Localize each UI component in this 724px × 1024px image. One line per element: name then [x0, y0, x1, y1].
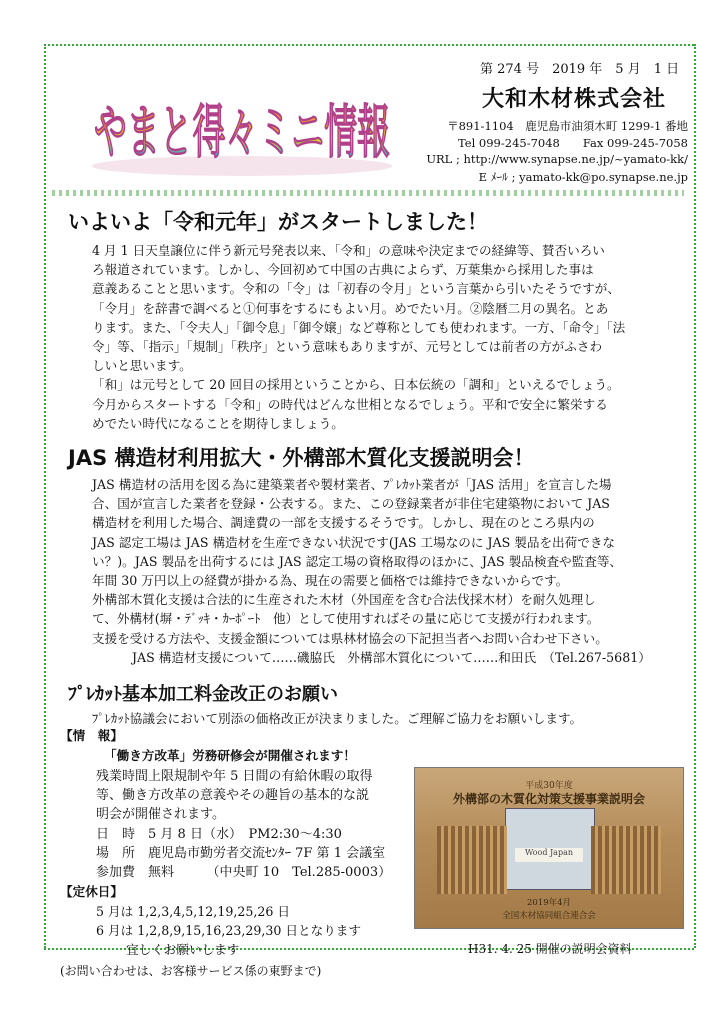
article2-title: JAS 構造材利用拡大・外構部木質化支援説明会！	[68, 446, 535, 470]
article2-line: い？)。JAS 製品を出荷するには JAS 認定工場の資格取得のほかに、JAS 製品検査や監査等、	[92, 553, 623, 569]
info-place: 場 所 鹿児島市勤労者交流ｾﾝﾀｰ 7F 第 1 会議室	[96, 845, 386, 861]
photo-caption: H31. 4. 25 開催の説明会資料	[468, 942, 632, 956]
article1-body	[92, 241, 625, 433]
info-date: 日 時 5 月 8 日（水） PM2:30～4:30	[96, 826, 342, 842]
article1-line: しいと思います。	[92, 358, 192, 374]
company-address: 〒891-1104 鹿児島市油須木町 1299-1 番地	[447, 119, 688, 133]
company-url: URL ; http://www.synapse.ne.jp/~yamato-kk/	[426, 152, 688, 166]
article2-contacts: JAS 構造材支援について……磯脇氏 外構部木質化について……和田氏 （Tel.267-5681）	[132, 649, 651, 665]
newsletter-title-logo	[92, 54, 392, 184]
article3-title: ﾌﾟﾚｶｯﾄ基本加工料金改正のお願い	[68, 684, 338, 705]
holidays-label: 【定休日】	[60, 884, 123, 899]
article1-line: 「和」は元号として 20 回目の採用ということから、日本伝統の「調和」といえるでしょう。	[92, 377, 620, 393]
company-phone-fax: Tel 099-245-7048 Fax 099-245-7058	[458, 136, 688, 150]
info-label: 【情 報】	[60, 728, 123, 743]
header-divider	[52, 190, 684, 196]
issue-date: 第 274 号 2019 年 5 月 1 日	[480, 62, 680, 77]
holidays-body	[96, 902, 361, 960]
footer-contact-note: (お問い合わせは、お客様サービス係の東野まで)	[60, 964, 322, 978]
article1-title: いよいよ「令和元年」がスタートしました！	[68, 210, 488, 234]
photo-banner-main: 外構部の木質化対策支援事業説明会	[452, 792, 645, 806]
info-body	[96, 767, 391, 882]
photo-fence-left	[437, 826, 507, 894]
article2-line: JAS 構造材の活用を図る為に建築業者や製材業者、ﾌﾟﾚｶｯﾄ業者が「JAS 活用」を宣言した場	[92, 477, 612, 492]
photo-footer-org: 全国木材協同組合連合会	[502, 911, 596, 921]
article2-line: 外構部木質化支援は合法的に生産された木材（外国産を含む合法伐採木材）を耐久処理し	[92, 592, 596, 608]
holidays-june: 6 月は 1,2,8,9,15,16,23,29,30 日となります	[96, 923, 361, 939]
title-art-text: やまと得々ミニ情報	[94, 98, 390, 166]
article1-line: 意義あることと思います。令和の「令」は「初春の令月」という言葉から引いたそうですが、	[92, 281, 620, 297]
holidays-may: 5 月は 1,2,3,4,5,12,19,25,26 日	[96, 904, 290, 919]
page-border-top	[44, 44, 694, 46]
article1-line: 「令月」を辞書で調べると①何事をするにもよい月。めでたい月。②陰暦二月の異名。とあ	[92, 300, 609, 316]
photo-footer-date: 2019年4月	[526, 898, 572, 908]
info-fee: 参加費 無料 （中央町 10 Tel.285-0003）	[96, 864, 392, 880]
article1-line: 今月からスタートする「令和」の時代はどんな世相となるでしょう。平和で安全に繁栄する	[92, 396, 608, 412]
article2-line: て、外構材(塀・ﾃﾞｯｷ・ｶｰﾎﾟｰﾄ 他）として使用すればその量に応じて支援が行われます。	[92, 611, 600, 627]
photo-sign: Wood Japan	[515, 848, 583, 862]
article2-line: 合、国が宣言した業者を登録・公表する。また、この登録業者が非住宅建築物において JAS	[92, 496, 610, 512]
info-line: 残業時間上限規制や年 5 日間の有給休暇の取得	[96, 769, 373, 784]
article2-line: JAS 認定工場は JAS 構造材を生産できない状況です(JAS 工場なのに JAS 製品を出荷できな	[92, 534, 616, 550]
article1-line: 4 月 1 日天皇譲位に伴う新元号発表以来、「令和」の意味や決定までの経緯等、賛否いろい	[92, 243, 605, 258]
article2-body	[92, 475, 651, 667]
photo-banner-small: 平成30年度	[525, 781, 573, 791]
info-line: 等、働き方改革の意義やその趣旨の基本的な説	[96, 788, 370, 804]
article2-line: 構造材を利用した場合、調達費の一部を支援するそうです。しかし、現在のところ県内の	[92, 515, 595, 531]
page-border-right	[694, 44, 696, 948]
company-name: 大和木材株式会社	[482, 87, 667, 112]
article2-line: 支援を受ける方法や、支援金額については県林材協会の下記担当者へお問い合わせ下さい。	[92, 630, 608, 646]
info-title: 「働き方改革」労務研修会が開催されます！	[104, 748, 356, 763]
article2-line: 年間 30 万円以上の経費が掛かる為、現在の需要と価格では維持できないからです。	[92, 572, 569, 588]
article1-line: ります。また、「令夫人」「御令息」「御令嬢」など尊称としても使われます。一方、「命令」「法	[92, 319, 626, 335]
holidays-closing: 宜しくお願いします	[126, 942, 240, 958]
seminar-photo	[414, 767, 684, 929]
article1-line: めでたい時代になることを期待しましょう。	[92, 415, 344, 431]
company-email: E ﾒｰﾙ ; yamato-kk@po.synapse.ne.jp	[478, 170, 688, 184]
page-border-left	[44, 44, 46, 948]
article1-line: ろ報道されています。しかし、今回初めて中国の古典によらず、万葉集から採用した事は	[92, 262, 594, 278]
article1-line: 令」等、「指示」「規制」「秩序」という意味もありますが、元号としては前者の方がふさわ	[92, 338, 603, 354]
info-line: 明会が開催されます。	[96, 807, 225, 823]
article3-body: ﾌﾟﾚｶｯﾄ協議会において別添の価格改正が決まりました。ご理解ご協力をお願いします。	[92, 711, 583, 726]
photo-fence-right	[591, 826, 661, 894]
